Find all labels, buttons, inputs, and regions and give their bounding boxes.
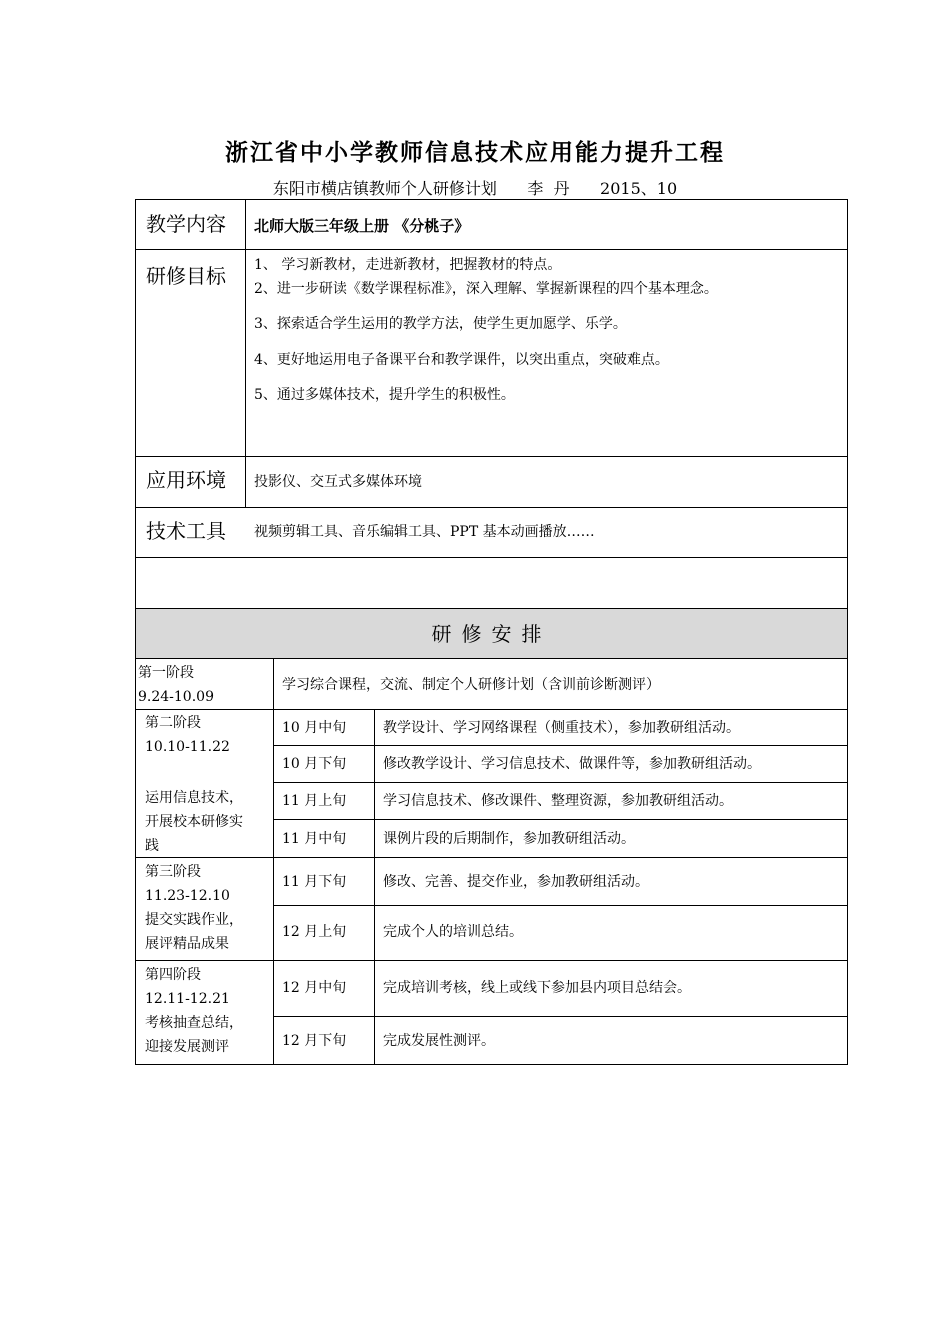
stage1-task: 学习综合课程，交流、制定个人研修计划（含训前诊断测评） xyxy=(282,677,660,693)
stage3-dates: 11.23-12.10 xyxy=(145,888,230,904)
stage2-name: 第二阶段 xyxy=(145,715,201,731)
stage4-desc: 考核抽查总结， xyxy=(145,1015,243,1031)
goals-label: 研修目标 xyxy=(146,264,226,288)
stage3-desc: 展评精品成果 xyxy=(145,936,229,952)
goal-item: 1、 学习新教材，走进新教材，把握教材的特点。 xyxy=(254,257,562,273)
row-task: 完成发展性测评。 xyxy=(383,1033,495,1049)
row-task: 完成个人的培训总结。 xyxy=(383,924,523,940)
stage4-name: 第四阶段 xyxy=(145,967,201,983)
row-task: 修改、完善、提交作业，参加教研组活动。 xyxy=(383,874,649,890)
stage2-desc: 践 xyxy=(145,838,159,854)
goal-item: 4、更好地运用电子备课平台和教学课件，以突出重点，突破难点。 xyxy=(254,352,669,368)
row-period: 11 月下旬 xyxy=(282,874,347,890)
environment-label: 应用环境 xyxy=(146,468,226,492)
row-period: 12 月中旬 xyxy=(282,980,347,996)
tools-label: 技术工具 xyxy=(146,519,226,543)
goal-item: 3、探索适合学生运用的教学方法，使学生更加愿学、乐学。 xyxy=(254,316,627,332)
stage3-desc: 提交实践作业， xyxy=(145,912,243,928)
stage2-desc: 运用信息技术， xyxy=(145,790,243,806)
row-task: 教学设计、学习网络课程（侧重技术），参加教研组活动。 xyxy=(383,720,740,736)
stage3-name: 第三阶段 xyxy=(145,864,201,880)
row-period: 10 月下旬 xyxy=(282,756,347,772)
document-subtitle: 东阳市横店镇教师个人研修计划 李 丹 2015、10 xyxy=(272,179,678,198)
goal-item: 5、通过多媒体技术，提升学生的积极性。 xyxy=(254,387,515,403)
row-period: 12 月下旬 xyxy=(282,1033,347,1049)
stage2-dates: 10.10-11.22 xyxy=(145,739,230,755)
environment-value: 投影仪、交互式多媒体环境 xyxy=(254,474,422,490)
goal-item: 2、进一步研读《数学课程标准》，深入理解、掌握新课程的四个基本理念。 xyxy=(254,281,718,297)
stage2-desc: 开展校本研修实 xyxy=(145,814,243,830)
stage1-dates: 9.24-10.09 xyxy=(138,689,214,705)
row-task: 学习信息技术、修改课件、整理资源，参加教研组活动。 xyxy=(383,793,733,809)
row-period: 11 月中旬 xyxy=(282,831,347,847)
row-task: 课例片段的后期制作，参加教研组活动。 xyxy=(383,831,635,847)
row-period: 12 月上旬 xyxy=(282,924,347,940)
document-title: 浙江省中小学教师信息技术应用能力提升工程 xyxy=(225,139,725,166)
stage4-desc: 迎接发展测评 xyxy=(145,1039,229,1055)
row-task: 修改教学设计、学习信息技术、做课件等，参加教研组活动。 xyxy=(383,756,761,772)
stage4-dates: 12.11-12.21 xyxy=(145,991,230,1007)
row-period: 10 月中旬 xyxy=(282,720,347,736)
content-value: 北师大版三年级上册 《分桃子》 xyxy=(254,217,470,235)
tools-value: 视频剪辑工具、音乐编辑工具、PPT 基本动画播放…… xyxy=(254,524,595,540)
row-period: 11 月上旬 xyxy=(282,793,347,809)
stage1-name: 第一阶段 xyxy=(138,665,194,681)
schedule-heading: 研修安排 xyxy=(431,622,552,646)
content-label: 教学内容 xyxy=(146,212,226,236)
plan-table xyxy=(135,199,848,1065)
row-task: 完成培训考核，线上或线下参加县内项目总结会。 xyxy=(383,980,691,996)
